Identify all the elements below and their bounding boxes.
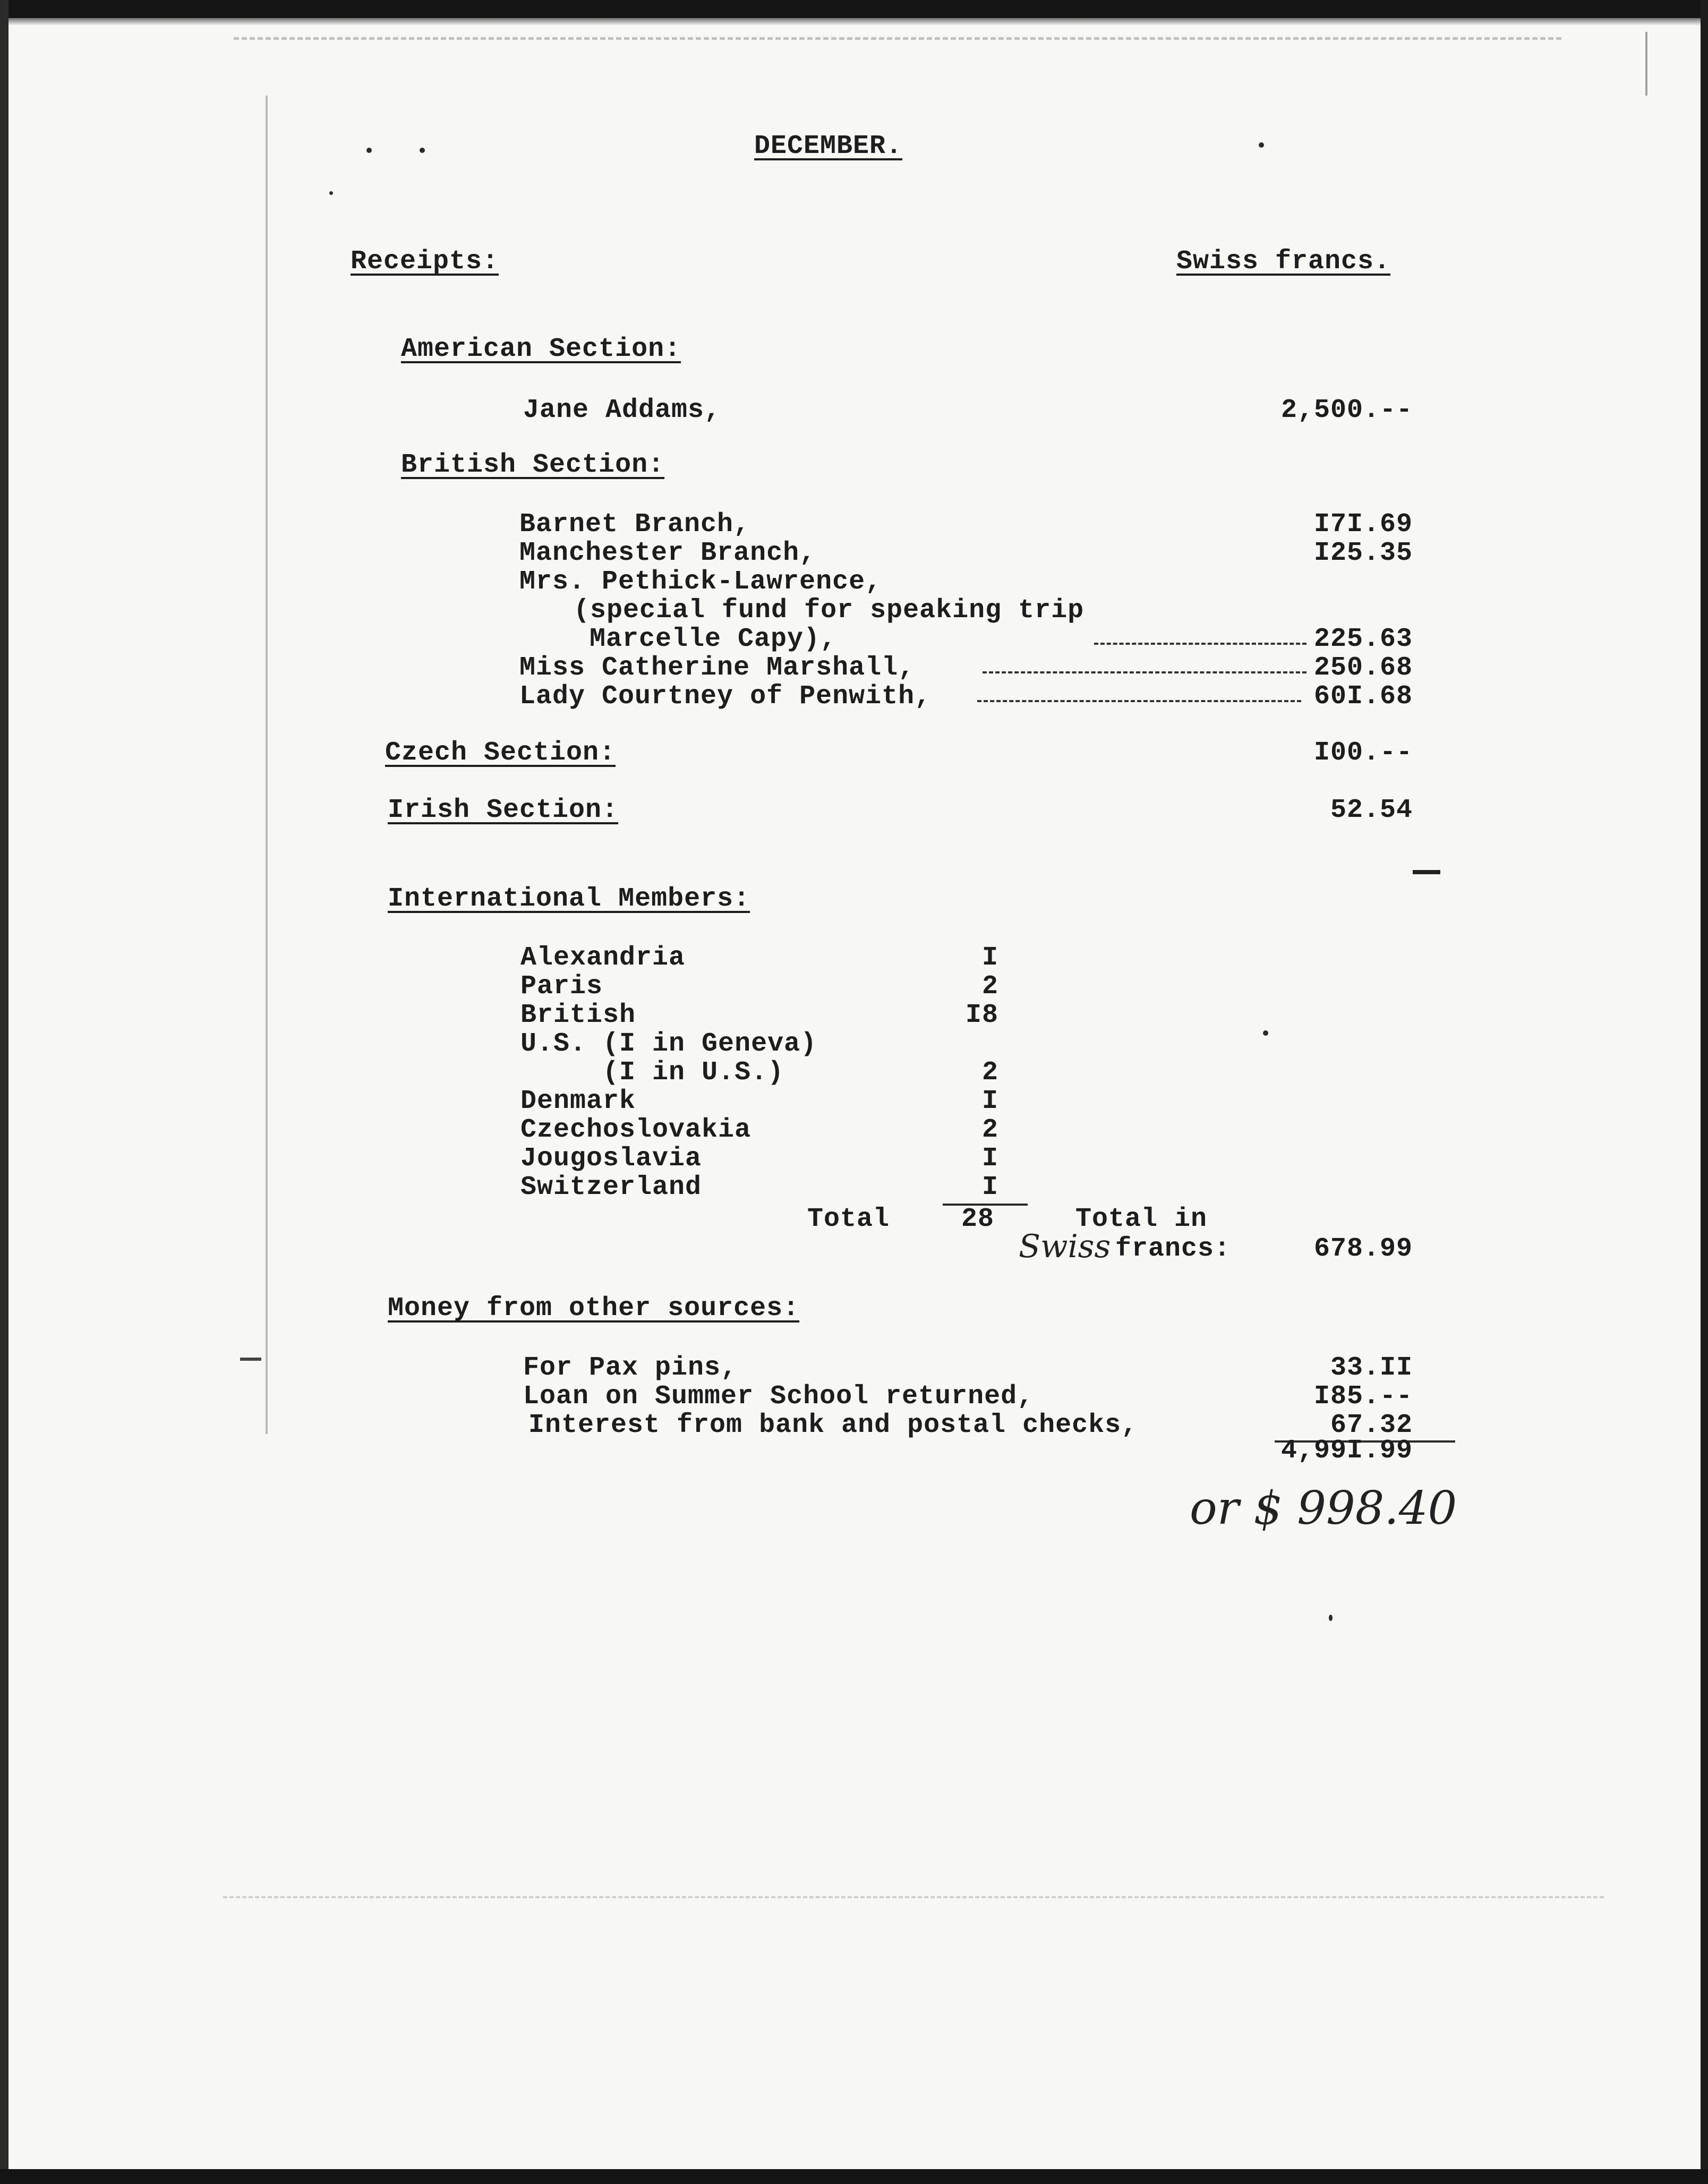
ink-mark — [1413, 870, 1440, 874]
member-name: Czechoslovakia — [520, 1115, 751, 1145]
francs-label: francs: — [1115, 1234, 1231, 1264]
member-name: (I in U.S.) — [520, 1057, 784, 1088]
pethick-note: (special fund for speaking trip — [574, 595, 1084, 626]
british-item-name: Manchester Branch, — [519, 538, 816, 568]
other-source-name: Interest from bank and postal checks, — [528, 1410, 1138, 1440]
total-in-label: Total in — [1075, 1204, 1208, 1234]
marshall-name: Miss Catherine Marshall, — [519, 653, 915, 683]
american-item-name: Jane Addams, — [523, 395, 721, 425]
member-count: I8 — [965, 1000, 998, 1030]
british-item-name: Barnet Branch, — [519, 509, 750, 540]
scan-edge-right — [1701, 0, 1708, 2184]
scan-artifact-dashes — [223, 1896, 1604, 1898]
members-total-count: 28 — [961, 1204, 995, 1234]
pethick-name: Mrs. Pethick-Lawrence, — [519, 567, 882, 597]
czech-section-title: Czech Section: — [385, 738, 616, 768]
member-count: I — [981, 1086, 998, 1116]
member-name: Denmark — [520, 1086, 636, 1116]
scan-artifact-dashes — [234, 37, 1561, 40]
other-source-name: For Pax pins, — [523, 1353, 738, 1383]
member-name: Jougoslavia — [520, 1144, 702, 1174]
member-count: 2 — [981, 1057, 998, 1088]
american-section-title: American Section: — [401, 334, 681, 364]
pethick-amount: 225.63 — [1313, 624, 1413, 654]
member-name: British — [520, 1000, 636, 1030]
marshall-amount: 250.68 — [1313, 653, 1413, 683]
irish-section-title: Irish Section: — [388, 795, 619, 825]
pethick-note: Marcelle Capy), — [590, 624, 837, 654]
receipts-heading: Receipts: — [351, 246, 499, 277]
american-item-amount: 2,500.-- — [1280, 395, 1413, 425]
member-count: I — [981, 1144, 998, 1174]
ink-speck — [1259, 142, 1264, 148]
member-count: I — [981, 943, 998, 973]
british-item-amount: I25.35 — [1313, 538, 1413, 568]
ink-speck — [329, 191, 333, 195]
courtney-name: Lady Courtney of Penwith, — [519, 681, 932, 712]
member-count: 2 — [981, 971, 998, 1002]
member-name: Paris — [520, 971, 603, 1002]
ink-speck — [1329, 1615, 1333, 1621]
other-source-amount: 67.32 — [1330, 1410, 1413, 1440]
ink-speck — [420, 148, 425, 153]
other-sources-title: Money from other sources: — [388, 1293, 800, 1324]
other-source-amount: I85.-- — [1313, 1381, 1413, 1412]
page-title: DECEMBER. — [754, 131, 903, 161]
british-section-title: British Section: — [401, 450, 665, 480]
czech-section-amount: I00.-- — [1313, 738, 1413, 768]
courtney-amount: 60I.68 — [1313, 681, 1413, 712]
british-item-amount: I7I.69 — [1313, 509, 1413, 540]
scan-edge-top — [0, 0, 1708, 18]
members-total-label: Total — [807, 1204, 890, 1234]
scan-edge-left — [0, 0, 8, 2184]
member-count: 2 — [981, 1115, 998, 1145]
other-source-amount: 33.II — [1330, 1353, 1413, 1383]
handwritten-dollar-total: or $ 998.40 — [1190, 1482, 1457, 1535]
ink-speck — [1263, 1030, 1268, 1036]
international-members-title: International Members: — [388, 884, 750, 914]
other-source-name: Loan on Summer School returned, — [523, 1381, 1034, 1412]
member-count: I — [981, 1172, 998, 1202]
margin-mark — [266, 96, 268, 1434]
member-name: Switzerland — [520, 1172, 702, 1202]
irish-section-amount: 52.54 — [1330, 795, 1413, 825]
member-name: U.S. (I in Geneva) — [520, 1029, 817, 1059]
grand-total-amount: 4,99I.99 — [1280, 1436, 1413, 1466]
member-name: Alexandria — [520, 943, 686, 973]
scan-edge-bottom — [0, 2169, 1708, 2184]
ink-mark — [240, 1358, 261, 1361]
members-francs-amount: 678.99 — [1313, 1234, 1413, 1264]
handwritten-swiss: Swiss — [1019, 1228, 1111, 1265]
scan-edge-shadow — [0, 18, 1708, 25]
ink-speck — [366, 148, 372, 153]
currency-heading: Swiss francs. — [1176, 246, 1391, 277]
margin-mark — [1645, 32, 1647, 96]
